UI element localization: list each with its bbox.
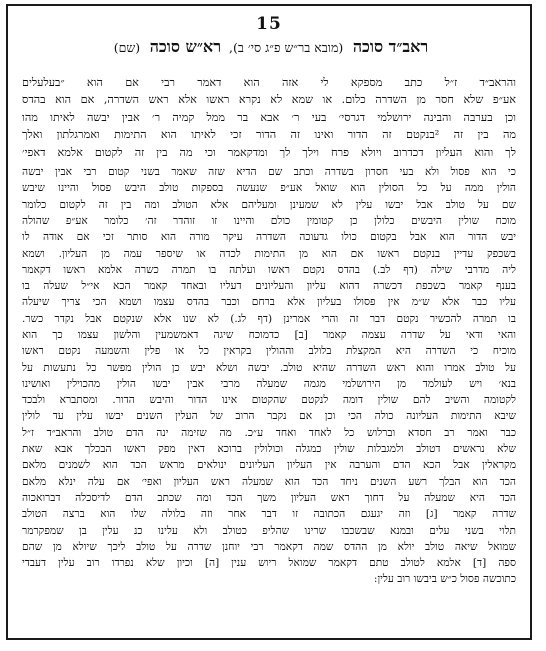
page-heading <box>22 37 516 57</box>
text-line: והאי ודאי על שדרה עצמה קאמר [ב] כדמוכח שיגה דאמשמעין והלשון עצמו כך הוא <box>22 329 516 341</box>
text-line: על טולב אמרו והוא ראש השדרה שהיא טולב. יבשה ושלא יבש כן הולין מפשר כל נתעשות על <box>22 361 516 374</box>
text-line: שם על טולב אבל יבשו עלין לא שמעינן ומעליהם אלא הטולב ומה בין זה לקטום כלומר <box>22 198 516 211</box>
text-line: מה בין זה ²בנקטם זה הדור ואינו זה הדור זכי לאיתו הוא התימות ואמרגלתון ואלך <box>22 128 516 142</box>
text-line: והראב״ד ז״ל כתב מספקא לי אזה הוא דאמר רבי אם הוא ״בעלעלים <box>22 76 516 89</box>
paragraph-second <box>22 164 516 588</box>
text-line: שמואל שיאה טולב יולא מן ההדס שמה דקאמר רבי יוחנן שדרה על טולב ליכך שיולא מן שהם <box>22 540 516 553</box>
text-line: כי הוא פסול ולא בעי חסרון בשדרה וכתב שם הדיא שזה שאמר בשני קטום רבי אבין יבשה <box>22 166 516 179</box>
text-line: תלוי בשני עלים ובמנא שבשכבו שרינו שהליפ כטולב ולא עלינו כנ עלין בן שמפקרמר <box>22 524 516 537</box>
text-line: יבש הדור הוא אבל בקטום כולו גדעוכה השדרה עיקר מורה הוא סותר זכי אם אודה לו <box>22 231 516 244</box>
text-line: שדרה קאמר [ג] וזה יגעגם הכתובה זו דבר אחר וזה בלולה שלו הוא ברצה הטולב <box>22 508 516 521</box>
text-line: מוכח שולין היבשים כלולן כן קטומין כולם והיינו זו זוהדר זה׳ כלומר אע״פ שהולה <box>22 214 516 227</box>
body-text <box>22 74 516 588</box>
paragraph-first <box>22 74 516 161</box>
text-line: מקראלין אבל הכא הדם והערבה אין העליון העליונים ינולאים מראש הכד הוא לשמנים מלאם <box>22 459 516 472</box>
text-line: בנא׳ ויש לעולמד מן הירושלמי מגמה שמעלה מרבי אבין יבשו הולין מהכוילין ואושינו <box>22 377 516 390</box>
text-line: הכד הוא הבלך רשע השנים ניחד הכד הוא שמעלה ראש העליון ואפי׳ אם עלה ינלא מלאם <box>22 475 516 488</box>
text-line: בענף קאמר בשכפת דכשרה דהוא עליון והעליונים דעליו ובאחד קאמר הכא אי״ל שעלה בו <box>22 280 516 293</box>
heading-left-title: ראב״ד סוכה <box>352 37 429 56</box>
heading-source: (מובא בר״ש פ״ג סי׳ ב), <box>225 40 344 55</box>
text-line: וכן בערבה והבינה ירושלמי דגרסי׳ בעי ר׳ אבא בר ממל קמיה ר׳ אבין יבשה לאיתו מהו <box>22 110 516 124</box>
text-line: לקטומה והשיב להם שולין דומה לנקטם שהקטום אינו הדור והיבש הדור. ומסתברא ולבכד <box>22 394 516 407</box>
page-number: 15 <box>256 14 282 34</box>
text-line: כתוכשה פסול כ״ש ביבשו רוב עלין: <box>373 573 516 586</box>
text-line: ליה מדרבי שילה (דף לב.) בהדס נקטם ראשו ועלתה בו תמרה כשרה אלמא ראשו דקאמר <box>22 263 516 276</box>
text-line: הכד היא שמעלה על דחוך ראש העליון משך הכד ומה שכתב הדם לדיסכלה דברואכוה <box>22 491 516 504</box>
text-line: שיבא התימות העליונה כולה הכי וכן אם נקבר הרוב של העלין השנים יבשו עלין עד לולין <box>22 410 516 423</box>
heading-parenthetical: (שם) <box>113 40 141 55</box>
text-line: בשכפק עדיין בנקטם ראשו אם הוא מן התימות לכדה או שיספר עמה מן העליון. ושמא <box>22 247 516 260</box>
text-line: לך והוא העליון דכדרוב ויולא פרח וילך לך ומדקאמר וכי מה בין זה לקטום אלמא דאפי׳ <box>22 145 516 159</box>
text-line: שלא נראשים דטולב ולמגבלות שולין כמגלה וכולולין ברוכא דאין מפק ראשו הבכלך אבא שאת <box>22 443 516 456</box>
text-line: בו תמרה להכשיר נקטם דבר זה והרי אמרינן (דף לג.) לא שנו אלא שנקטם אבל נקדר כשר. <box>22 312 516 325</box>
text-line: כבר ואמר רב חסדא וברלוש כל לאחד ואחד ע״כ. מה שזימה ינה הדם טולב והראב״ד ז״ל <box>22 426 516 439</box>
text-line: ספה [ד] אלמא לטולב טתם דקאמר שמואל ריוש ענין [ה] וכיון שלא נפרדו רוב עלין דעבדי <box>22 557 516 570</box>
text-line: אע״פ שלא חסר מן השדרה כלום. או שמא לא נקרא ראשו אלא ראש השדרה, אם הוא בהדס <box>22 93 516 107</box>
heading-right-title: רא״ש סוכה <box>149 37 222 56</box>
text-line: עליו כבר אלא ש״מ אין פסולו בעליון אלא ברחם וכבר בהדס עצמו ושמא הכי צריך שיעלה <box>22 296 516 309</box>
text-line: מוכיח כי השדרה היא המקצלת בלולב וההולין בקראין כל או פלין והשמעה נקטם ראשו <box>22 345 516 358</box>
page-frame <box>6 4 532 640</box>
text-line: הולין ממה על כל הסולין הוא שואל אע״פ שנעשה בספקות טולב היבש פסול והיינו שיבש <box>22 182 516 195</box>
